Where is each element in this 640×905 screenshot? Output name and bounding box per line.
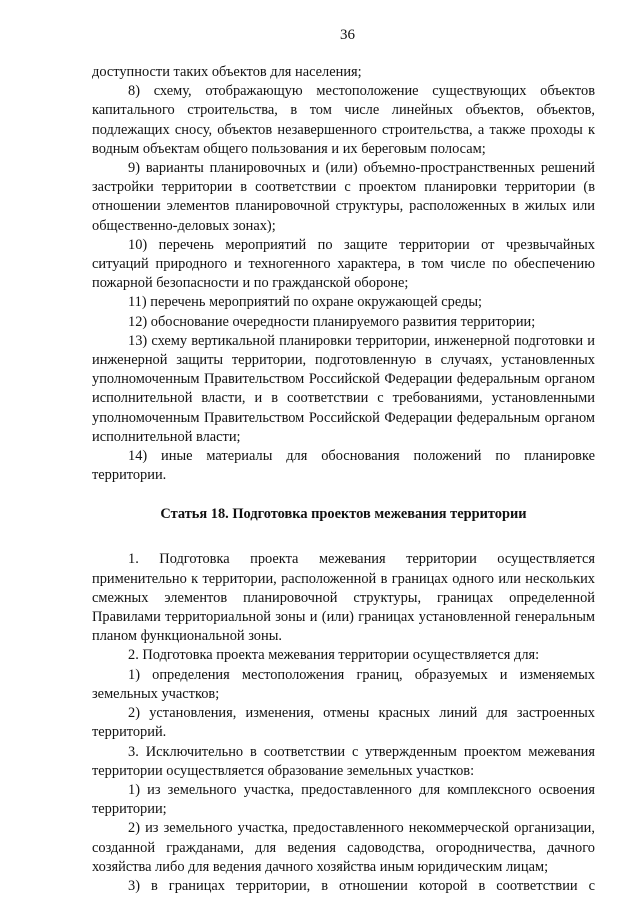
paragraph: 2. Подготовка проекта межевания территории осуществляется для: [128,647,540,664]
paragraph: 3. Исключительно в соответствии с утвержденным проектом межевания территории осуществляется образование земельных участков: [92,743,595,779]
paragraphs-after-heading [92,550,595,896]
paragraph: доступности таких объектов для населения; [92,64,362,80]
page-number: 36 [340,27,355,43]
paragraph: 2) установления, изменения, отмены красных линий для застроенных территорий. [92,705,595,741]
paragraph: 13) схему вертикальной планировки территории, инженерной подготовки и инженерной защиты территории, подготовленную в случаях, установленных уполномоченным Правительством Российской Федерации федеральным органом исполнительной власти, и в соответствии с требованиями, установленными уполномоченным Правительством Российской Федерации федеральным органом исполнительной власти; [92,332,595,445]
paragraph: 9) варианты планировочных и (или) объемно-пространственных решений застройки территории в соответствии с проектом планировки территории (в отношении элементов планировочной структуры, расположенных в жилых или общественно-деловых зонах); [92,160,595,234]
paragraph: 1) из земельного участка, предоставленного для комплексного освоения территории; [92,781,595,818]
paragraph: 11) перечень мероприятий по охране окружающей среды; [128,294,483,311]
paragraph: 3) в границах территории, в отношении которой в соответствии с [128,877,595,894]
paragraph: 12) обоснование очередности планируемого развития территории; [128,313,536,330]
paragraph: 1. Подготовка проекта межевания территории осуществляется применительно к территории, расположенной в границах одного или нескольких смежных элементов планировочной структуры, границах определенной Правилами территориальной зоны и (или) границах установленной генеральным планом функциональной зоны. [92,551,595,645]
paragraph: 8) схему, отображающую местоположение существующих объектов капитального строительства, в том числе линейных объектов, объектов, подлежащих сносу, объектов незавершенного строительства, а также проходы к водным объектам общего пользования и их береговым полосам; [92,83,595,157]
document-body [92,63,595,896]
paragraph: 14) иные материалы для обоснования положений по планировке территории. [92,448,595,484]
paragraph: 10) перечень мероприятий по защите территории от чрезвычайных ситуаций природного и техногенного характера, в том числе по обеспечению пожарной безопасности и по гражданской обороне; [92,236,595,292]
paragraph: 2) из земельного участка, предоставленного некоммерческой организации, созданной гражданами, для ведения садоводства, огородничества, дачного хозяйства либо для ведения дачного хозяйства иным юридическим лицам; [92,820,595,875]
paragraph: 1) определения местоположения границ, образуемых и изменяемых земельных участков; [92,666,595,702]
paragraphs-before-heading [92,63,595,485]
article-heading: Статья 18. Подготовка проектов межевания территории [160,506,527,523]
